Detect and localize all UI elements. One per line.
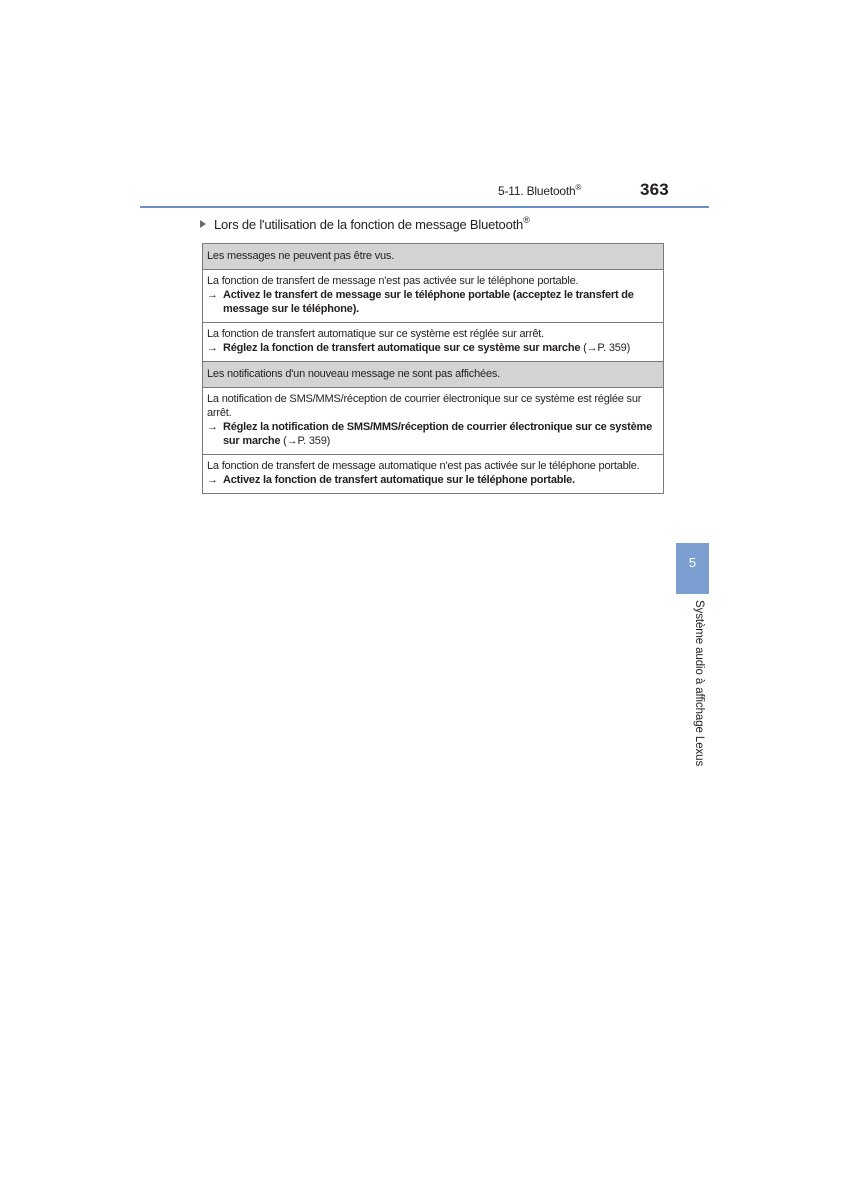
right-arrow-icon: →	[207, 421, 218, 433]
action-label: Activez le transfert de message sur le téléphone portable (acceptez le transfert de message sur le téléphone).	[223, 289, 634, 315]
cause-text: La fonction de transfert de message n'est pas activée sur le téléphone portable.	[207, 275, 579, 287]
action-text	[207, 473, 659, 487]
action-label: Réglez la notification de SMS/MMS/réception de courrier électronique sur ce système sur marche	[223, 421, 653, 447]
right-arrow-icon: →	[207, 289, 218, 301]
cause-row	[203, 270, 664, 323]
right-arrow-icon: →	[207, 342, 218, 354]
troubleshooting-table-body	[203, 244, 664, 494]
running-header-section	[498, 183, 581, 198]
symptom-cell: Les messages ne peuvent pas être vus.	[203, 244, 664, 270]
cause-cell	[203, 455, 664, 494]
right-arrow-icon: →	[207, 474, 218, 486]
reference-arrow: →	[286, 435, 298, 447]
running-header-title: 5-11. Bluetooth	[498, 184, 576, 198]
page-reference: (→P. 359)	[580, 342, 631, 354]
symptom-cell: Les notifications d'un nouveau message ne sont pas affichées.	[203, 362, 664, 388]
header-rule	[140, 206, 709, 208]
page-number: 363	[640, 180, 669, 199]
troubleshooting-table	[202, 243, 664, 494]
chapter-tab: 5	[676, 543, 709, 594]
action-label: Activez la fonction de transfert automatique sur le téléphone portable.	[223, 474, 575, 486]
symptom-row	[203, 244, 664, 270]
action-text	[207, 288, 659, 316]
action-text	[207, 420, 659, 448]
reference-page: P. 359	[597, 342, 627, 354]
section-heading-text: Lors de l'utilisation de la fonction de message Bluetooth	[214, 217, 524, 232]
cause-row	[203, 388, 664, 455]
cause-row	[203, 323, 664, 362]
cause-text: La notification de SMS/MMS/réception de courrier électronique sur ce système est réglée sur arrêt.	[207, 393, 642, 419]
symptom-row	[203, 362, 664, 388]
page-reference: (→P. 359)	[280, 435, 331, 447]
action-text	[207, 341, 659, 355]
action-label: Réglez la fonction de transfert automatique sur ce système sur marche	[223, 342, 581, 354]
cause-text: La fonction de transfert de message automatique n'est pas activée sur le téléphone portable.	[207, 460, 640, 472]
reference-page: P. 359	[297, 435, 327, 447]
cause-text: La fonction de transfert automatique sur ce système est réglée sur arrêt.	[207, 328, 544, 340]
chapter-side-label: Système audio à affichage Lexus	[693, 600, 705, 767]
registered-mark: ®	[523, 215, 530, 225]
cause-row	[203, 455, 664, 494]
cause-cell	[203, 323, 664, 362]
registered-mark: ®	[575, 183, 582, 192]
cause-cell	[203, 388, 664, 455]
section-heading	[200, 215, 530, 232]
cause-cell	[203, 270, 664, 323]
triangle-bullet-icon	[200, 220, 206, 228]
reference-arrow: →	[586, 342, 598, 354]
